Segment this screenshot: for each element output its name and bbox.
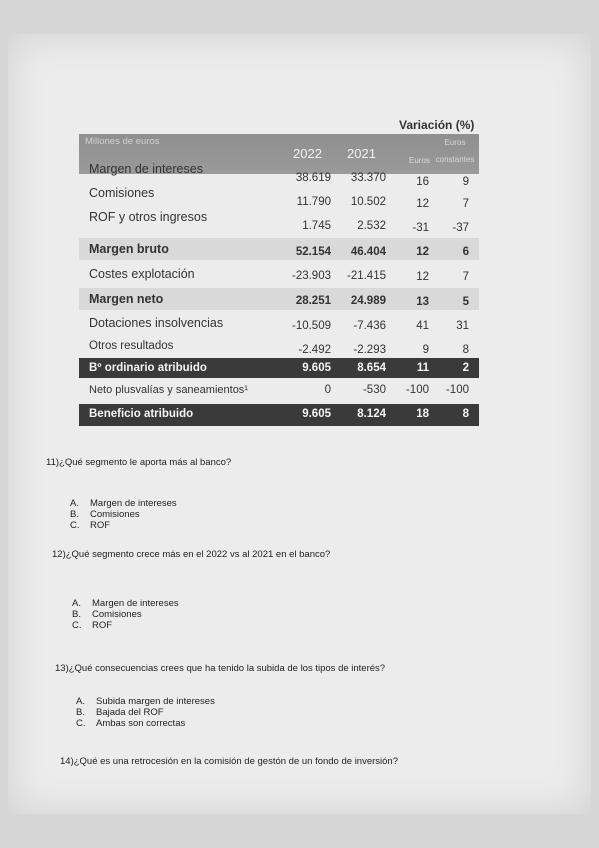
question-13: 13)¿Qué consecuencias crees que ha tenido la subida de los tipos de interés? bbox=[55, 663, 386, 674]
row-label: Otros resultados bbox=[89, 340, 174, 352]
var-euros: 41 bbox=[416, 320, 429, 332]
var-constantes: 31 bbox=[456, 320, 469, 332]
row-label: Margen neto bbox=[89, 292, 164, 306]
var-constantes: 7 bbox=[462, 271, 469, 283]
value-2022: 52.154 bbox=[295, 246, 331, 258]
value-2022: 1.745 bbox=[302, 220, 331, 232]
option-letter: A. bbox=[76, 696, 85, 707]
option-a[interactable] bbox=[70, 498, 177, 509]
value-2022: -23.903 bbox=[291, 270, 331, 282]
var-euros: 16 bbox=[416, 176, 429, 188]
option-b[interactable] bbox=[70, 509, 177, 520]
variacion-header: Variación (%) bbox=[399, 118, 475, 132]
value-2021: -530 bbox=[362, 384, 386, 396]
option-letter: B. bbox=[72, 609, 81, 620]
value-2022: 11.790 bbox=[296, 196, 331, 208]
value-2022: 0 bbox=[324, 384, 331, 396]
row-label: Neto plusvalías y saneamientos¹ bbox=[89, 384, 248, 396]
var-constantes: 6 bbox=[462, 246, 469, 258]
var-constantes: 8 bbox=[462, 344, 469, 356]
option-a[interactable] bbox=[72, 598, 179, 609]
table-row bbox=[79, 404, 479, 426]
question-11-options bbox=[70, 498, 177, 531]
value-2021: 46.404 bbox=[350, 246, 386, 258]
value-2022: 9.605 bbox=[302, 408, 331, 420]
col-euros-constantes-header: Euros constantes bbox=[435, 138, 475, 164]
option-b[interactable] bbox=[72, 609, 179, 620]
var-constantes: 7 bbox=[462, 198, 469, 210]
row-label: Beneficio atribuido bbox=[89, 408, 194, 420]
var-constantes: 2 bbox=[462, 362, 469, 374]
row-label: Dotaciones insolvencias bbox=[89, 316, 224, 330]
value-2021: -21.415 bbox=[346, 270, 386, 282]
option-c[interactable] bbox=[76, 718, 215, 729]
table-row bbox=[79, 182, 479, 210]
value-2021: 10.502 bbox=[350, 196, 386, 208]
col-euros-header: Euros bbox=[409, 156, 430, 165]
value-2022: -10.509 bbox=[291, 320, 331, 332]
option-letter: C. bbox=[76, 718, 86, 729]
option-text: Comisiones bbox=[90, 509, 140, 520]
option-a[interactable] bbox=[76, 696, 215, 707]
var-constantes: 9 bbox=[462, 176, 469, 188]
question-13-options bbox=[76, 696, 215, 729]
var-constantes: -100 bbox=[445, 384, 469, 396]
option-text: ROF bbox=[92, 620, 113, 631]
value-2022: -2.492 bbox=[298, 344, 331, 356]
value-2021: -2.293 bbox=[353, 344, 386, 356]
row-label: ROF y otros ingresos bbox=[89, 210, 208, 224]
value-2021: 33.370 bbox=[350, 172, 386, 184]
option-text: Margen de intereses bbox=[90, 498, 177, 509]
var-euros: 13 bbox=[416, 296, 429, 308]
option-c[interactable] bbox=[72, 620, 179, 631]
var-euros: 12 bbox=[416, 271, 429, 283]
var-euros: 18 bbox=[416, 408, 429, 420]
var-constantes: -37 bbox=[452, 222, 469, 234]
table-row bbox=[79, 358, 479, 378]
option-letter: A. bbox=[72, 598, 81, 609]
question-12: 12)¿Qué segmento crece más en el 2022 vs al 2021 en el banco? bbox=[52, 549, 331, 560]
option-text: ROF bbox=[90, 520, 111, 531]
option-letter: C. bbox=[72, 620, 82, 631]
table-row bbox=[79, 380, 479, 402]
var-euros: 12 bbox=[416, 246, 429, 258]
value-2021: 24.989 bbox=[350, 295, 386, 307]
var-euros: 11 bbox=[416, 362, 429, 374]
table-row bbox=[79, 263, 479, 285]
question-12-options bbox=[72, 598, 179, 631]
var-constantes: 5 bbox=[462, 296, 469, 308]
table-row bbox=[79, 238, 479, 260]
question-14: 14)¿Qué es una retrocesión en la comisión de gestón de un fondo de inversión? bbox=[60, 756, 398, 767]
option-text: Comisiones bbox=[92, 609, 142, 620]
units-label: Millones de euros bbox=[85, 136, 160, 147]
table-row bbox=[79, 288, 479, 310]
option-letter: B. bbox=[76, 707, 85, 718]
value-2021: 2.532 bbox=[357, 220, 386, 232]
var-constantes: 8 bbox=[462, 408, 469, 420]
option-text: Subida margen de intereses bbox=[96, 696, 215, 707]
option-letter: C. bbox=[70, 520, 80, 531]
value-2022: 28.251 bbox=[295, 295, 331, 307]
option-text: Ambas son correctas bbox=[96, 718, 186, 729]
col-2022-header: 2022 bbox=[293, 146, 322, 161]
value-2021: 8.654 bbox=[357, 362, 386, 374]
value-2022: 9.605 bbox=[302, 362, 331, 374]
value-2021: 8.124 bbox=[357, 408, 386, 420]
table-row bbox=[79, 336, 479, 358]
table-row bbox=[79, 158, 479, 188]
row-label: Bº ordinario atribuido bbox=[89, 362, 207, 374]
row-label: Costes explotación bbox=[89, 267, 195, 281]
var-euros: 9 bbox=[422, 344, 429, 356]
option-letter: A. bbox=[70, 498, 79, 509]
col-2021-header: 2021 bbox=[347, 146, 376, 161]
question-11: 11)¿Qué segmento le aporta más al banco? bbox=[46, 457, 232, 468]
option-b[interactable] bbox=[76, 707, 215, 718]
row-label: Margen de intereses bbox=[89, 162, 203, 176]
option-c[interactable] bbox=[70, 520, 177, 531]
row-label: Comisiones bbox=[89, 186, 155, 200]
value-2022: 38.619 bbox=[295, 172, 331, 184]
option-text: Margen de intereses bbox=[92, 598, 179, 609]
var-euros: -100 bbox=[405, 384, 429, 396]
var-euros: -31 bbox=[412, 222, 429, 234]
table-row bbox=[79, 312, 479, 334]
option-letter: B. bbox=[70, 509, 79, 520]
var-euros: 12 bbox=[416, 198, 429, 210]
value-2021: -7.436 bbox=[353, 320, 386, 332]
row-label: Margen bruto bbox=[89, 242, 169, 256]
option-text: Bajada del ROF bbox=[96, 707, 164, 718]
table-row bbox=[79, 206, 479, 234]
